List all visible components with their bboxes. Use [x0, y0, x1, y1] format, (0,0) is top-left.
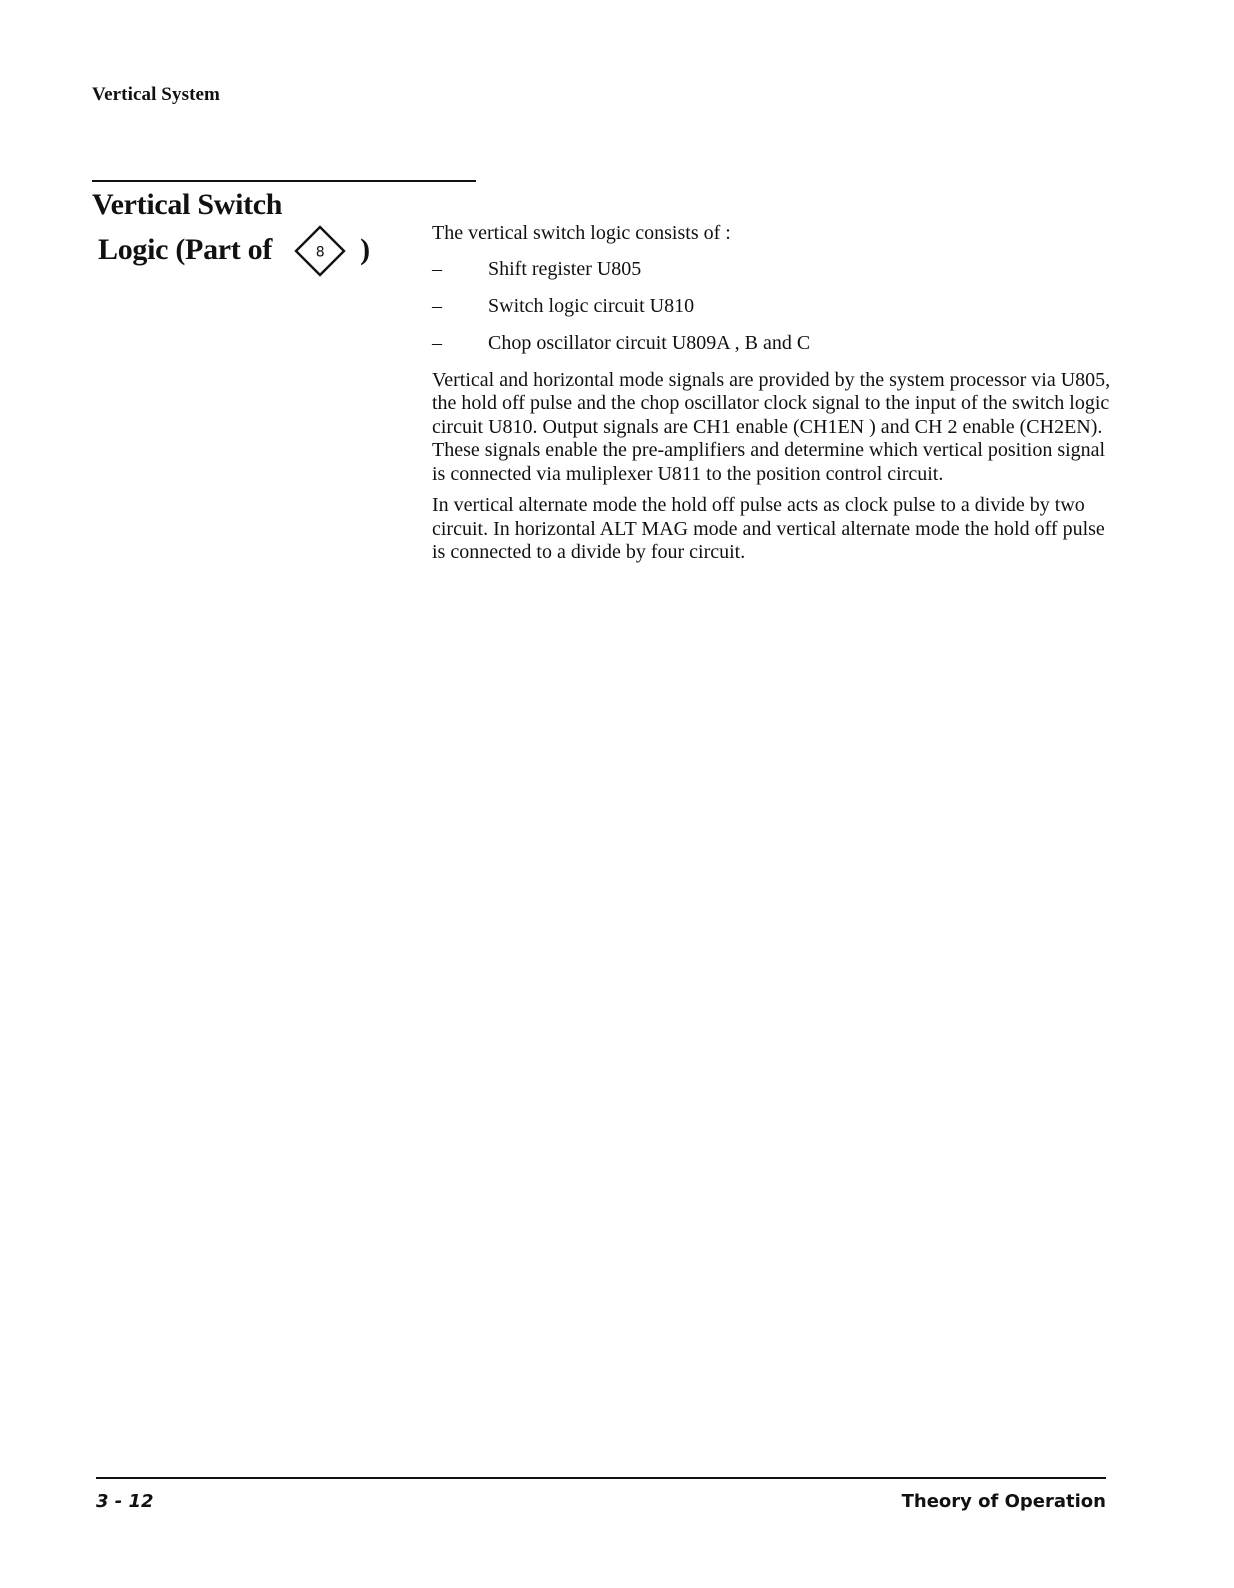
- section-title-text: Logic (Part of: [98, 233, 273, 266]
- section-title-line1: Vertical Switch: [92, 188, 283, 221]
- list-bullet: –: [432, 331, 442, 354]
- body-paragraph: In vertical alternate mode the hold off pulse acts as clock pulse to a divide by two circuit. In horizontal ALT MAG mode and vertical alternate mode the hold off pulse is connected to a divide by four circuit.: [432, 494, 1105, 563]
- intro-sentence: The vertical switch logic consists of :: [432, 222, 731, 244]
- list-item: [432, 332, 1122, 356]
- chapter-title: Theory of Operation: [901, 1491, 1106, 1512]
- section-title: [92, 188, 370, 277]
- list-item-text: Switch logic circuit U810: [488, 294, 695, 317]
- footer-divider: [96, 1477, 1106, 1479]
- section-title-line2: [98, 223, 370, 277]
- list-bullet: –: [432, 294, 442, 317]
- list-item: [432, 295, 1122, 319]
- diagram-number: 8: [315, 244, 325, 261]
- running-header: Vertical System: [92, 84, 220, 105]
- body-content: [432, 222, 1122, 573]
- list-item-text: Shift register U805: [488, 257, 642, 280]
- body-paragraph: Vertical and horizontal mode signals are provided by the system processor via U805, the hold off pulse and the chop oscillator clock signal to the input of the switch logic circuit U810. Output signals are CH1 enable (CH1EN ) and CH 2 enable (CH2EN). These signals enable the pre-amplifiers and determine which vertical position signal is connected via muliplexer U811 to the position control circuit.: [432, 368, 1111, 485]
- section-title-close-paren: ): [360, 233, 370, 266]
- list-bullet: –: [432, 257, 442, 280]
- page-number: 3 - 12: [96, 1491, 154, 1512]
- component-list: [432, 258, 1122, 356]
- list-item-text: Chop oscillator circuit U809A , B and C: [488, 331, 811, 354]
- section-divider: [92, 180, 476, 182]
- diagram-reference-diamond-icon: [294, 225, 346, 277]
- list-item: [432, 258, 1122, 282]
